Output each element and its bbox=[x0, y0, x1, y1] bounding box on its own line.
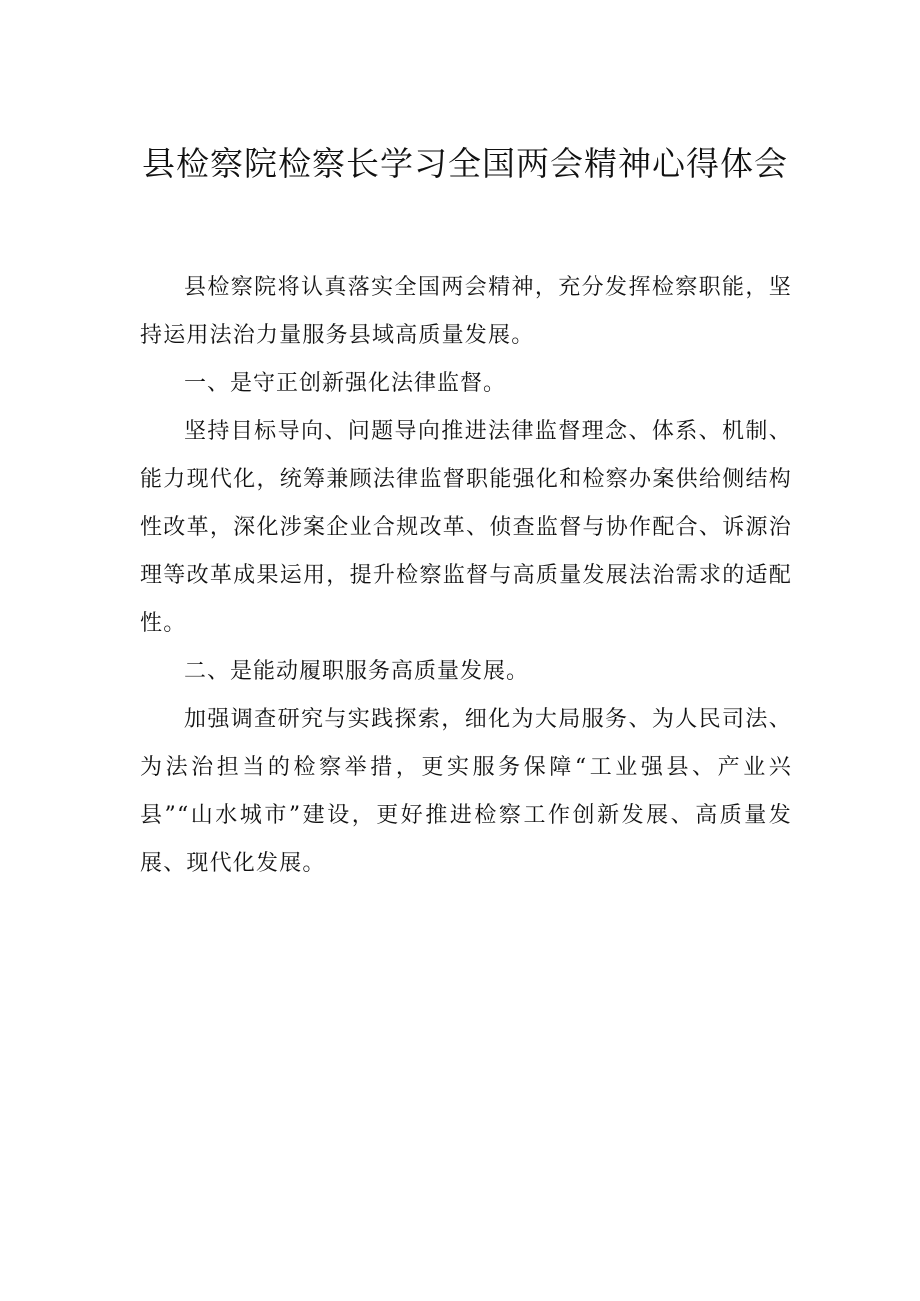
section-2-heading: 二、是能动履职服务高质量发展。 bbox=[184, 659, 530, 684]
section-1-heading: 一、是守正创新强化法律监督。 bbox=[184, 371, 507, 396]
section-2-paragraph: 加强调查研究与实践探索，细化为大局服务、为人民司法、为法治担当的检察举措，更实服务保障“工业强县、产业兴县”“山水城市”建设，更好推进检察工作创新发展、高质量发展、现代化发展。 bbox=[140, 707, 792, 876]
document-body bbox=[140, 264, 792, 888]
document-title: 县检察院检察长学习全国两会精神心得体会 bbox=[142, 144, 788, 183]
section-1-paragraph: 坚持目标导向、问题导向推进法律监督理念、体系、机制、能力现代化，统筹兼顾法律监督职能强化和检察办案供给侧结构性改革，深化涉案企业合规改革、侦查监督与协作配合、诉源治理等改革成果运用，提升检察监督与高质量发展法治需求的适配性。 bbox=[140, 419, 792, 636]
intro-paragraph: 县检察院将认真落实全国两会精神，充分发挥检察职能，坚持运用法治力量服务县域高质量发展。 bbox=[140, 275, 792, 348]
